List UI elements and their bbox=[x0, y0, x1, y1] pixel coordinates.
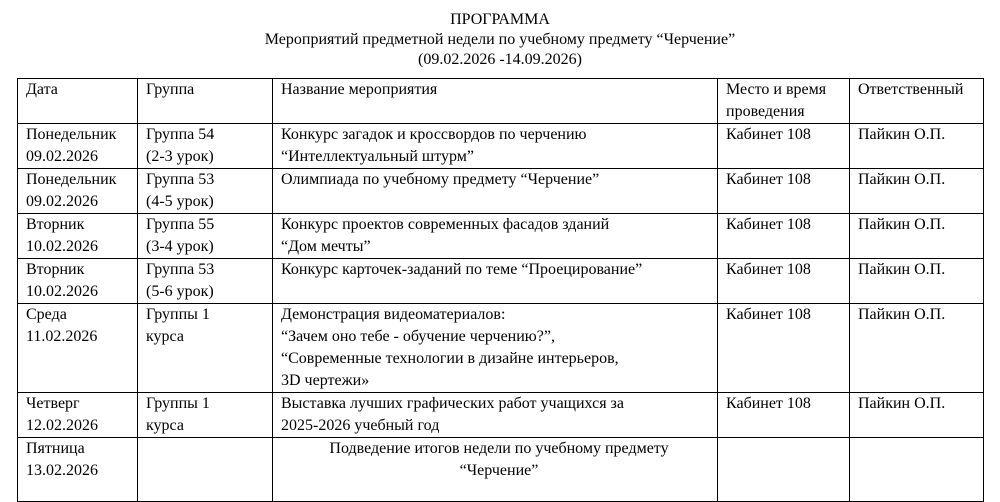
cell-event: Выставка лучших графических работ учащихся за 2025-2026 учебный год bbox=[273, 393, 718, 438]
cell-group: Группа 53 (5-6 урок) bbox=[138, 259, 273, 304]
cell-place-empty bbox=[718, 438, 850, 502]
cell-event: Конкурс загадок и кроссвордов по черчению “Интеллектуальный штурм” bbox=[273, 124, 718, 169]
date-range: (09.02.2026 -14.09.2026) bbox=[418, 51, 582, 68]
cell-responsible: Пайкин О.П. bbox=[850, 393, 984, 438]
cell-responsible-empty bbox=[850, 438, 984, 502]
cell-event: Конкурс карточек-заданий по теме “Проецирование” bbox=[273, 259, 718, 304]
table-row bbox=[18, 438, 984, 502]
cell-event: Демонстрация видеоматериалов: “Зачем оно тебе - обучение черчению?”, “Современные технологии в дизайне интерьеров, 3D чертежи» bbox=[273, 304, 718, 393]
cell-responsible: Пайкин О.П. bbox=[850, 124, 984, 169]
cell-date: Четверг 12.02.2026 bbox=[18, 393, 138, 438]
page-subtitle: Мероприятий предметной недели по учебному предмету “Черчение” bbox=[264, 31, 736, 48]
cell-place: Кабинет 108 bbox=[718, 304, 850, 393]
cell-place: Кабинет 108 bbox=[718, 169, 850, 214]
cell-responsible: Пайкин О.П. bbox=[850, 169, 984, 214]
table-row bbox=[18, 259, 984, 304]
page-title: ПРОГРАММА bbox=[450, 11, 550, 28]
cell-place: Кабинет 108 bbox=[718, 124, 850, 169]
cell-date: Понедельник 09.02.2026 bbox=[18, 124, 138, 169]
header-place: Место и время проведения bbox=[718, 79, 850, 124]
table-header-row bbox=[18, 79, 984, 124]
document-heading bbox=[0, 10, 1000, 70]
table-row bbox=[18, 124, 984, 169]
cell-date: Вторник 10.02.2026 bbox=[18, 259, 138, 304]
cell-date: Вторник 10.02.2026 bbox=[18, 214, 138, 259]
cell-date: Пятница 13.02.2026 bbox=[18, 438, 138, 502]
cell-date: Среда 11.02.2026 bbox=[18, 304, 138, 393]
cell-responsible: Пайкин О.П. bbox=[850, 214, 984, 259]
table-row bbox=[18, 304, 984, 393]
cell-group: Группы 1 курса bbox=[138, 393, 273, 438]
header-event: Название мероприятия bbox=[273, 79, 718, 124]
cell-date: Понедельник 09.02.2026 bbox=[18, 169, 138, 214]
cell-group: Группы 1 курса bbox=[138, 304, 273, 393]
table-row bbox=[18, 393, 984, 438]
cell-place: Кабинет 108 bbox=[718, 393, 850, 438]
cell-place: Кабинет 108 bbox=[718, 259, 850, 304]
cell-event: Конкурс проектов современных фасадов зданий “Дом мечты” bbox=[273, 214, 718, 259]
cell-place: Кабинет 108 bbox=[718, 214, 850, 259]
cell-group: Группа 55 (3-4 урок) bbox=[138, 214, 273, 259]
header-group: Группа bbox=[138, 79, 273, 124]
cell-group: Группа 54 (2-3 урок) bbox=[138, 124, 273, 169]
header-responsible: Ответственный bbox=[850, 79, 984, 124]
header-date: Дата bbox=[18, 79, 138, 124]
cell-event-summary: Подведение итогов недели по учебному предмету “Черчение” bbox=[273, 438, 718, 502]
cell-group: Группа 53 (4-5 урок) bbox=[138, 169, 273, 214]
table-row bbox=[18, 214, 984, 259]
cell-group-empty bbox=[138, 438, 273, 502]
program-table bbox=[17, 78, 984, 502]
table-row bbox=[18, 169, 984, 214]
cell-event: Олимпиада по учебному предмету “Черчение” bbox=[273, 169, 718, 214]
cell-responsible: Пайкин О.П. bbox=[850, 304, 984, 393]
cell-responsible: Пайкин О.П. bbox=[850, 259, 984, 304]
